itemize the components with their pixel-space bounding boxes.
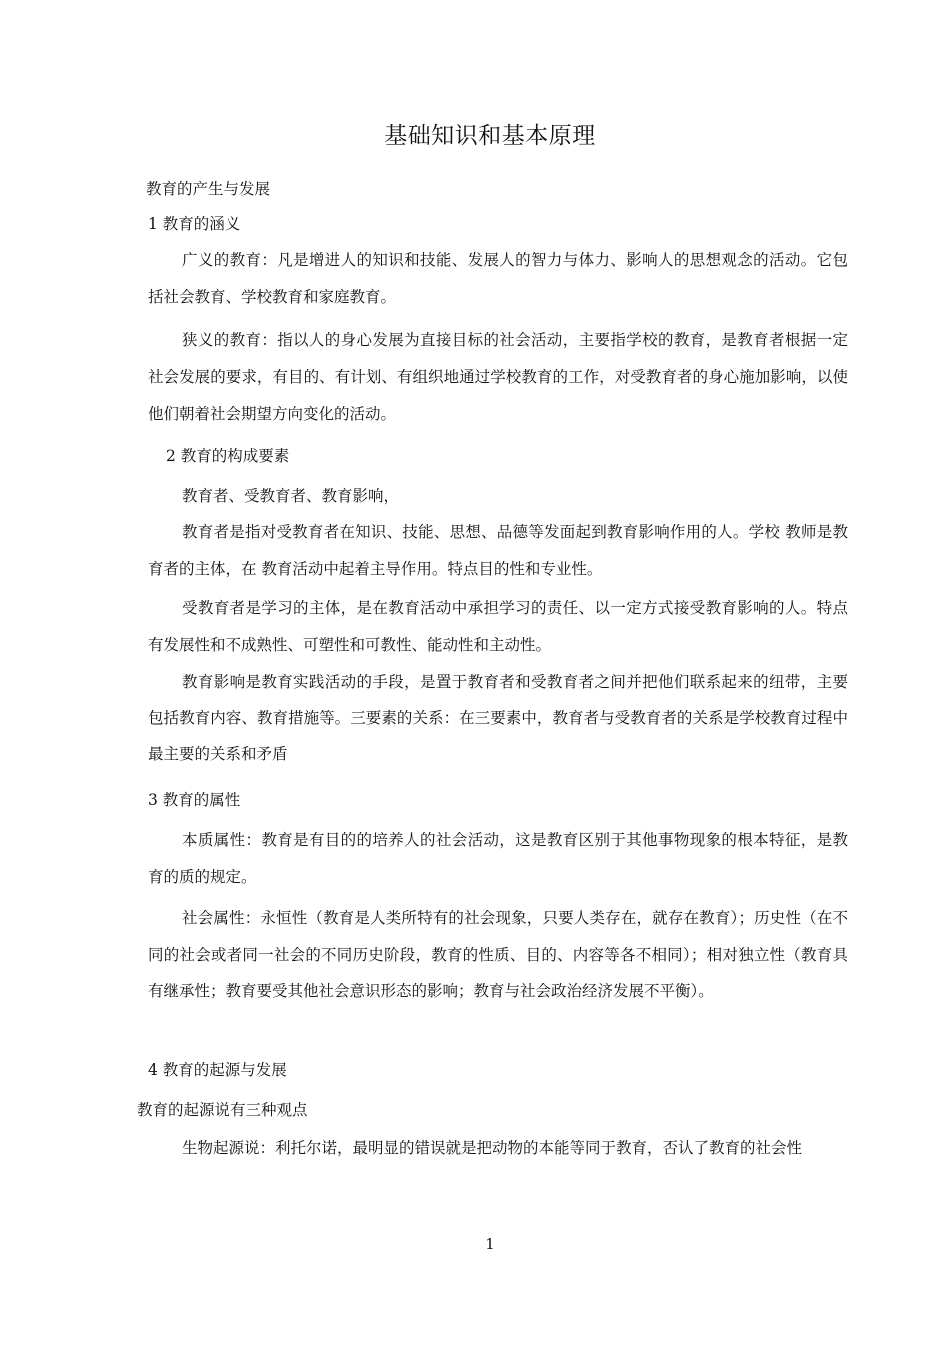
subsection-heading-2: 2 教育的构成要素 [166, 447, 290, 465]
paragraph-broad-education: 广义的教育：凡是增进人的知识和技能、发展人的智力与体力、影响人的思想观念的活动。它包括社会教育、学校教育和家庭教育。 [148, 251, 848, 306]
page-title: 基础知识和基本原理 [384, 123, 596, 149]
page-number: 1 [485, 1235, 495, 1253]
paragraph-social-attribute: 社会属性：永恒性（教育是人类所特有的社会现象，只要人类存在，就存在教育）；历史性（在不同的社会或者同一社会的不同历史阶段，教育的性质、目的、内容等各不相同）；相对独立性（教育具有继承性；教育要受其他社会意识形态的影响；教育与社会政治经济发展不平衡）。 [148, 909, 848, 1001]
paragraph-elements: 教育者、受教育者、教育影响， [182, 487, 400, 505]
paragraph-influence: 教育影响是教育实践活动的手段，是置于教育者和受教育者之间并把他们联系起来的纽带，主要包括教育内容、教育措施等。三要素的关系：在三要素中，教育者与受教育者的关系是学校教育过程中最主要的关系和矛盾 [148, 673, 848, 763]
subsection-heading-1: 1 教育的涵义 [148, 215, 241, 233]
paragraph-learner: 受教育者是学习的主体，是在教育活动中承担学习的责任、以一定方式接受教育影响的人。特点有发展性和不成熟性、可塑性和可教性、能动性和主动性。 [148, 599, 848, 654]
subsection-heading-4: 4 教育的起源与发展 [148, 1061, 287, 1079]
section-heading: 教育的产生与发展 [146, 180, 271, 198]
paragraph-biological-origin: 生物起源说：利托尔诺，最明显的错误就是把动物的本能等同于教育，否认了教育的社会性 [182, 1139, 803, 1157]
paragraph-essential-attribute: 本质属性：教育是有目的的培养人的社会活动，这是教育区别于其他事物现象的根本特征，是教育的质的规定。 [148, 831, 848, 886]
paragraph-narrow-education: 狭义的教育：指以人的身心发展为直接目标的社会活动，主要指学校的教育，是教育者根据一定社会发展的要求，有目的、有计划、有组织地通过学校教育的工作，对受教育者的身心施加影响，以使他们朝着社会期望方向变化的活动。 [148, 331, 848, 423]
subsection-heading-3: 3 教育的属性 [148, 791, 241, 809]
paragraph-educator: 教育者是指对受教育者在知识、技能、思想、品德等发面起到教育影响作用的人。学校 教师是教育者的主体，在 教育活动中起着主导作用。特点目的性和专业性。 [148, 523, 848, 578]
paragraph-origin-intro: 教育的起源说有三种观点 [137, 1101, 308, 1119]
